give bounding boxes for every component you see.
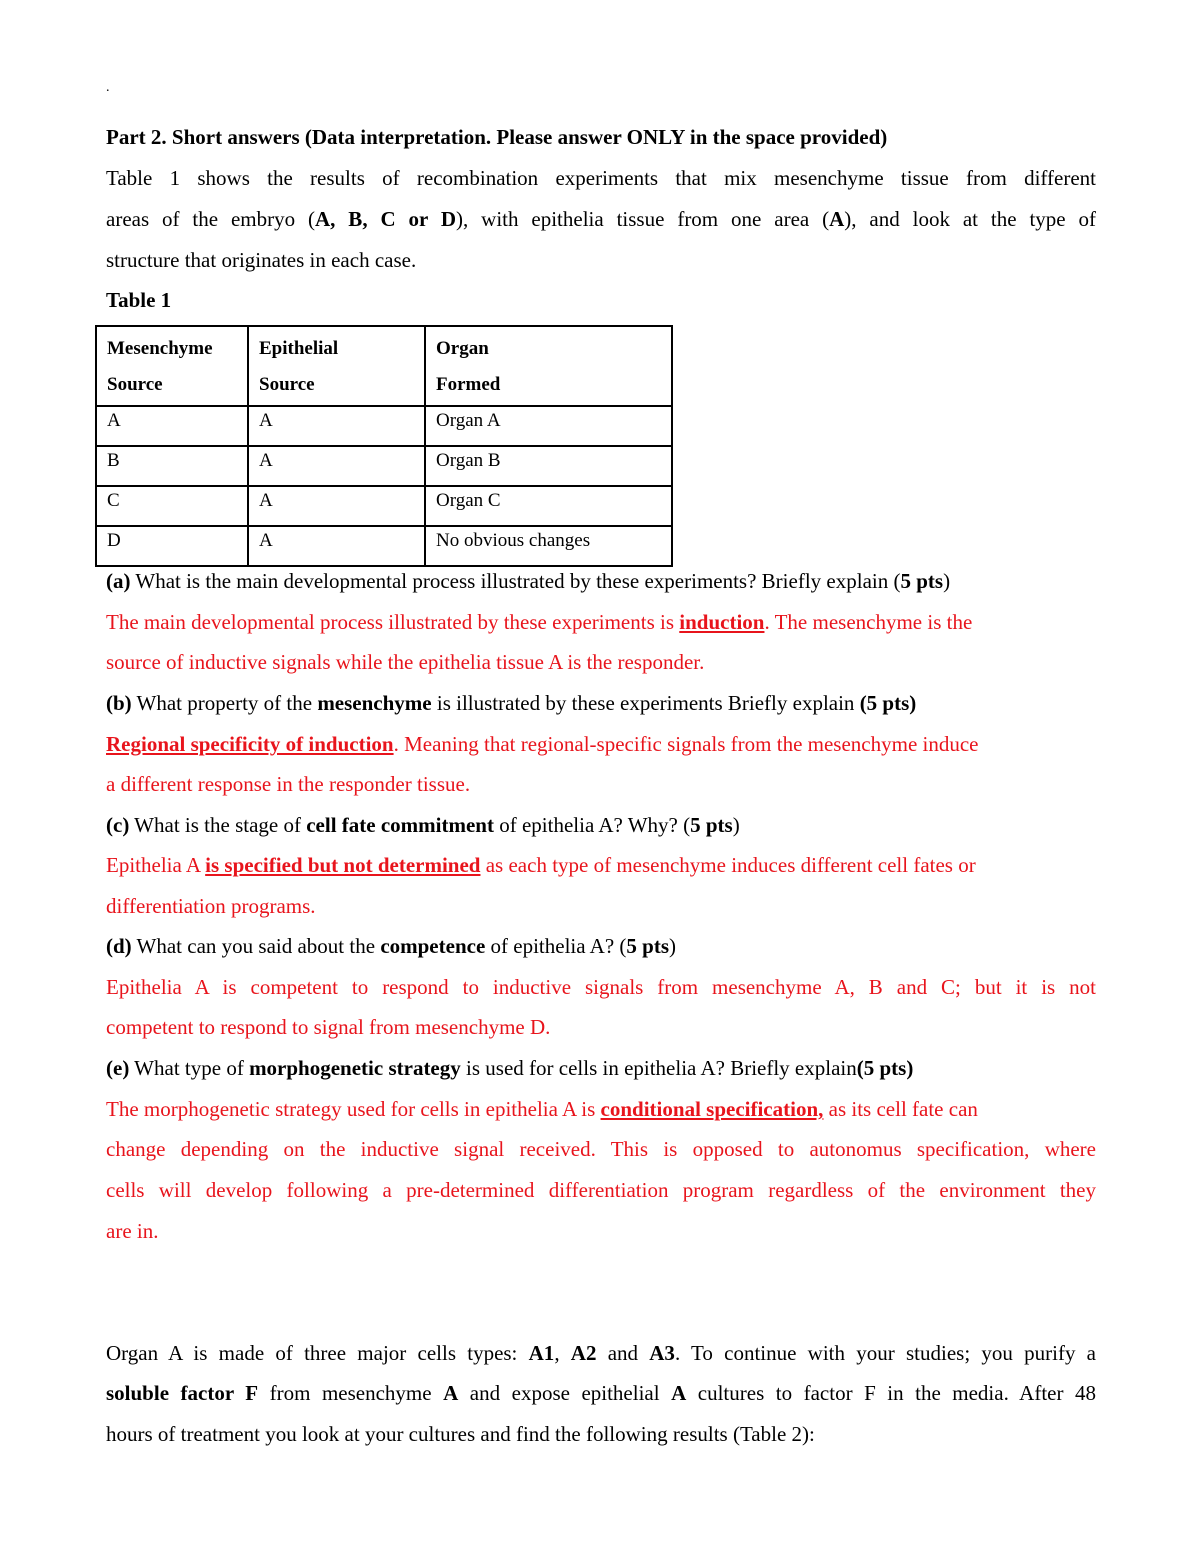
table-cell: Organ B: [425, 446, 672, 486]
table-cell: A: [248, 526, 425, 566]
table1-caption: Table 1: [106, 288, 172, 312]
question-a: (a) What is the main developmental process illustrated by these experiments? Briefly explain (5 pts): [106, 569, 951, 593]
intro-line-2: areas of the embryo (A, B, C or D), with epithelia tissue from one area (A), and look at the type of: [106, 207, 1097, 231]
answer-d-line-2: competent to respond to signal from mesenchyme D.: [106, 1015, 551, 1039]
question-b: (b) What property of the mesenchyme is illustrated by these experiments Briefly explain (5 pts): [106, 691, 917, 715]
table-row: [96, 446, 672, 486]
answer-a-line-2: source of inductive signals while the epithelia tissue A is the responder.: [106, 650, 705, 674]
answer-e-line-1: The morphogenetic strategy used for cells in epithelia A is conditional specification, as its cell fate can: [106, 1097, 978, 1121]
organ-para-line-3: hours of treatment you look at your cultures and find the following results (Table 2):: [106, 1422, 815, 1446]
answer-b-line-1: Regional specificity of induction. Meaning that regional-specific signals from the mesenchyme induce: [106, 732, 979, 756]
answer-e-line-3: cells will develop following a pre-determined differentiation program regardless of the environment they: [106, 1178, 1096, 1202]
table-row: [96, 486, 672, 526]
intro-line-1: Table 1 shows the results of recombination experiments that mix mesenchyme tissue from different: [106, 166, 1096, 190]
answer-c-line-1: Epithelia A is specified but not determined as each type of mesenchyme induces different cell fates or: [106, 853, 976, 877]
answer-e-line-2: change depending on the inductive signal received. This is opposed to autonomus specification, where: [106, 1137, 1096, 1161]
header-cell: Mesenchyme Source: [96, 326, 248, 406]
intro-line-3: structure that originates in each case.: [106, 248, 417, 272]
answer-c-line-2: differentiation programs.: [106, 894, 316, 918]
table-1: [95, 325, 673, 567]
table-cell: A: [248, 446, 425, 486]
table-row: [96, 406, 672, 446]
header-cell: Epithelial Source: [248, 326, 425, 406]
organ-para-line-2: soluble factor F from mesenchyme A and expose epithelial A cultures to factor F in the media. After 48: [106, 1381, 1096, 1405]
table-cell: A: [248, 486, 425, 526]
table-cell: D: [96, 526, 248, 566]
table-cell: A: [96, 406, 248, 446]
table-row: [96, 526, 672, 566]
answer-e-line-4: are in.: [106, 1219, 159, 1243]
organ-para-line-1: Organ A is made of three major cells types: A1, A2 and A3. To continue with your studies; you purify a: [106, 1341, 1096, 1365]
table-cell: A: [248, 406, 425, 446]
question-c: (c) What is the stage of cell fate commitment of epithelia A? Why? (5 pts): [106, 813, 740, 837]
answer-a-line-1: The main developmental process illustrated by these experiments is induction. The mesenchyme is the: [106, 610, 973, 634]
answer-d-line-1: Epithelia A is competent to respond to inductive signals from mesenchyme A, B and C; but it is not: [106, 975, 1096, 999]
table-cell: B: [96, 446, 248, 486]
table-cell: Organ C: [425, 486, 672, 526]
answer-b-line-2: a different response in the responder tissue.: [106, 772, 471, 796]
header-cell: Organ Formed: [425, 326, 672, 406]
question-e: (e) What type of morphogenetic strategy is used for cells in epithelia A? Briefly explain(5 pts): [106, 1056, 914, 1080]
question-d: (d) What can you said about the competence of epithelia A? (5 pts): [106, 934, 676, 958]
part-title: Part 2. Short answers (Data interpretation. Please answer ONLY in the space provided): [106, 125, 888, 149]
table-cell: C: [96, 486, 248, 526]
table-cell: Organ A: [425, 406, 672, 446]
table-cell: No obvious changes: [425, 526, 672, 566]
page-marker: .: [106, 80, 110, 95]
table-header-row: [96, 326, 672, 406]
